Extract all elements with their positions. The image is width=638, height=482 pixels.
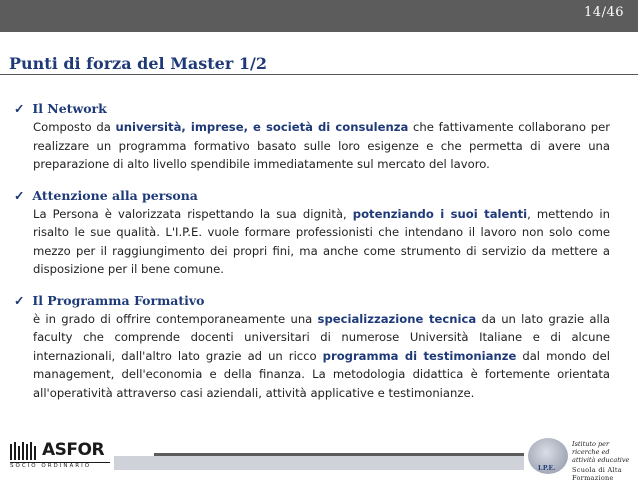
section-body — [33, 205, 610, 279]
checkmark-icon: ✓ — [14, 101, 25, 116]
section-heading-label: Il Programma Formativo — [32, 292, 205, 308]
section-body — [33, 310, 610, 403]
content-list — [14, 100, 610, 415]
body-text-run: è in grado di offrire contemporaneamente una — [33, 311, 318, 326]
page-number: 14/46 — [584, 5, 624, 20]
footer-band — [114, 456, 524, 470]
body-text-run: da un lato grazie alla faculty che comprende docenti universitari di numerose Università Italiane e di alcune internazionali, dall'altro lato grazie ad un ricco — [33, 311, 610, 363]
section-heading — [14, 187, 610, 205]
emphasis-text: potenziando i suoi talenti — [352, 206, 528, 221]
slide-title: Punti di forza del Master 1/2 — [9, 54, 267, 73]
body-text-run: dal mondo del management, dell'economia e della finanza. La metodologia didattica è fortemente orientata all'operatività attraverso casi aziendali, attività applicative e testimonianze. — [33, 348, 610, 400]
ipe-logo — [528, 438, 636, 482]
body-text-run: che fattivamente collaborano per realizzare un programma formativo basato sulle loro esigenze e che permetta di avere una preparazione di alto livello spendibile immediatamente sul mercato del lavoro. — [33, 120, 610, 171]
body-text-run: La Persona è valorizzata rispettando la sua dignità, — [33, 206, 353, 221]
asfor-logo — [10, 442, 110, 468]
ipe-tagline: Istituto per ricerche ed attività educative — [572, 440, 630, 464]
section-programma — [14, 292, 610, 403]
section-persona — [14, 187, 610, 279]
emphasis-text: specializzazione tecnica — [317, 311, 477, 326]
section-heading-label: Attenzione alla persona — [32, 187, 198, 203]
section-network — [14, 100, 610, 174]
checkmark-icon: ✓ — [14, 292, 25, 308]
section-heading — [14, 100, 610, 118]
section-heading-label: Il Network — [32, 101, 107, 116]
section-heading — [14, 292, 610, 310]
asfor-name: ASFOR — [42, 440, 105, 460]
asfor-subtitle: SOCIO ORDINARIO — [10, 462, 110, 469]
ipe-school: Scuola di Alta Formazione — [572, 466, 622, 482]
emphasis-text: programma di testimonianze — [322, 348, 517, 363]
top-bar — [0, 0, 638, 32]
section-body — [33, 118, 610, 174]
body-text-run: Composto da — [33, 120, 116, 134]
body-text-run: , mettendo in risalto le sue qualità. L'I.P.E. vuole formare professionisti che intendano il lavoro non solo come mezzo per il raggiungimento dei propri fini, ma anche come strumento di servizio da mettere a disposizione per il bene comune. — [33, 206, 610, 276]
ipe-seal-label: I.P.E. — [538, 465, 556, 472]
asfor-bars-icon — [10, 442, 40, 460]
checkmark-icon: ✓ — [14, 187, 25, 203]
title-divider — [0, 74, 638, 75]
emphasis-text: università, imprese, e società di consulenza — [115, 120, 409, 134]
